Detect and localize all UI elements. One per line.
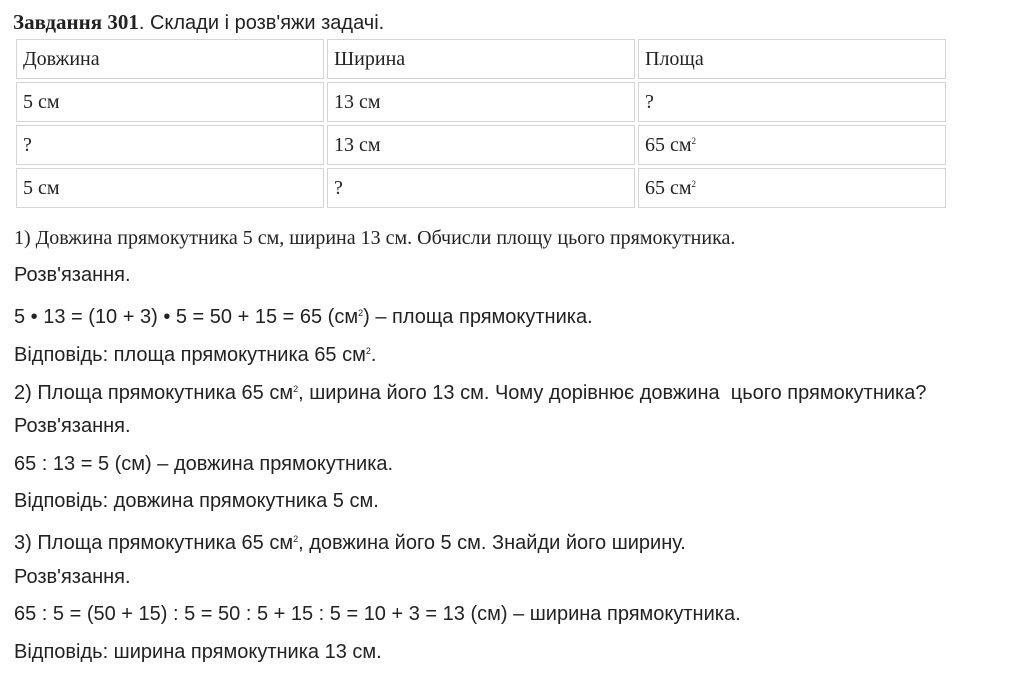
problem-3-solution: 65 : 5 = (50 + 15) : 5 = 50 : 5 + 15 : 5 = 10 + 3 = 13 (см) – ширина прямокутника. [14, 603, 741, 625]
problem-3-question: 3) Площа прямокутника 65 $см^2$, довжина його 5 см. Знайди його ширину. [14, 532, 686, 554]
problem-1-solution-label: Розв'язання. [14, 264, 131, 286]
square-superscript: 2 [358, 308, 364, 318]
task-number: Завдання 301 [13, 10, 139, 34]
square-superscript: 2 [691, 135, 697, 146]
problem-1-solution: 5 • 13 = (10 + 3) • 5 = 50 + 15 = 65 $(см^2)$ – площа прямокутника. [14, 306, 593, 328]
problem-3-answer: Відповідь: ширина прямокутника 13 см. [14, 641, 382, 663]
header-length: Довжина [16, 39, 324, 79]
table-row [16, 168, 946, 208]
table-header-row [16, 39, 946, 79]
problem-1-answer: Відповідь: площа прямокутника 65 $см^2$. [14, 344, 377, 366]
problem-2-solution: 65 : 13 = 5 (см) – довжина прямокутника. [14, 453, 394, 475]
table-cell: 65 $см^2$ [638, 125, 946, 165]
table-cell: ? [16, 125, 324, 165]
task-title [13, 9, 384, 36]
header-area: Площа [638, 39, 946, 79]
square-superscript: 2 [365, 346, 371, 356]
table-cell: 13 см [327, 125, 635, 165]
header-width: Ширина [327, 39, 635, 79]
square-superscript: 2 [293, 384, 299, 394]
problem-1-question: 1) Довжина прямокутника 5 см, ширина 13 см. Обчисли площу цього прямокутника. [14, 227, 736, 249]
table-row [16, 125, 946, 165]
table-cell: ? [327, 168, 635, 208]
problem-2-answer: Відповідь: довжина прямокутника 5 см. [14, 490, 379, 512]
table-cell: 65 $см^2$ [638, 168, 946, 208]
table-cell: 13 см [327, 82, 635, 122]
table-row [16, 82, 946, 122]
square-superscript: 2 [293, 534, 299, 544]
problem-2-question: 2) Площа прямокутника 65 $см^2$, ширина його 13 см. Чому дорівнює довжина цього прямокутника? [14, 382, 927, 404]
data-table [13, 36, 949, 211]
problem-2-solution-label: Розв'язання. [14, 415, 131, 437]
task-instruction: . Склади і розв'яжи задачі. [138, 12, 385, 34]
square-superscript: 2 [691, 178, 697, 189]
table-cell: 5 см [16, 82, 324, 122]
problem-3-solution-label: Розв'язання. [14, 566, 131, 588]
table-cell: 5 см [16, 168, 324, 208]
table-cell: ? [638, 82, 946, 122]
